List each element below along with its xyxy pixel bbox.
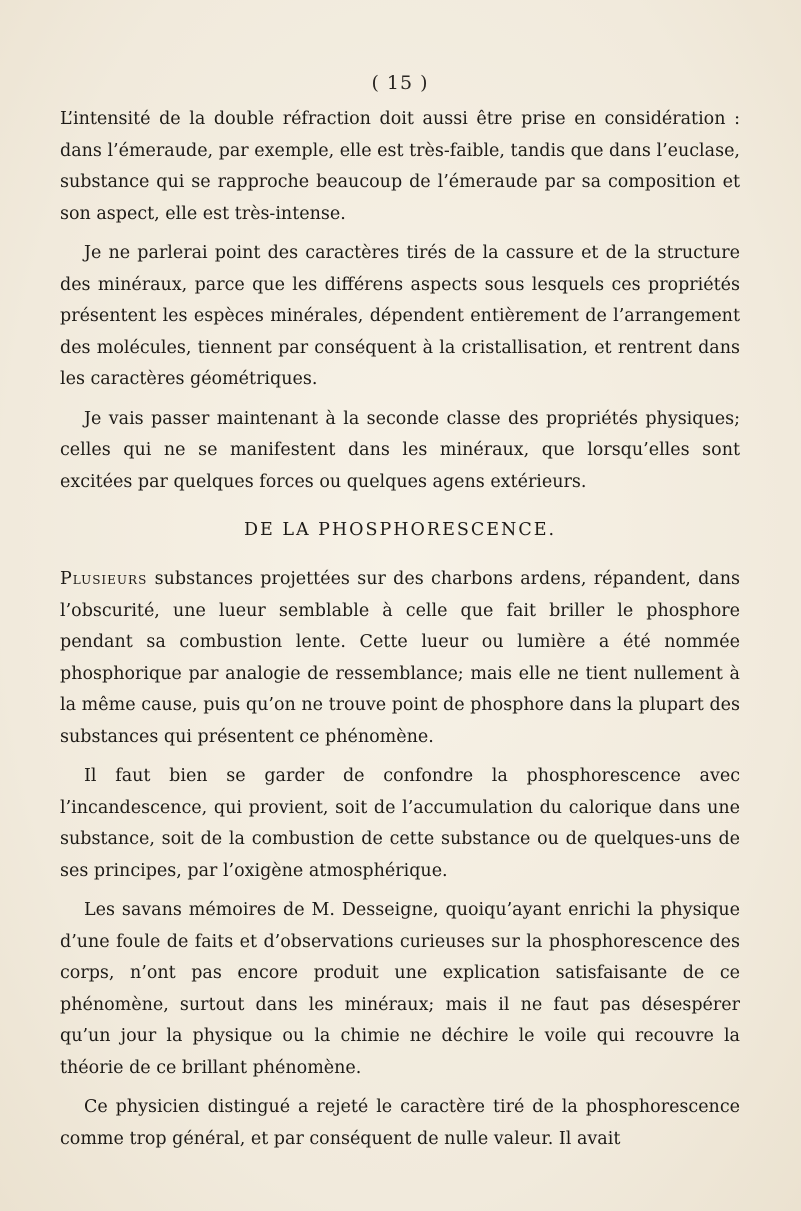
paragraph-double-refraction: L’intensité de la double réfraction doit aussi être prise en considération : dans l’émeraude, par exemple, elle est très-faible, tandis que dans l’euclase, substance qui se rapproche beaucoup de l’émeraude par sa composition et son aspect, elle est très-intense. (60, 109, 740, 224)
paragraph-incandescence: Il faut bien se garder de confondre la phosphorescence avec l’incandescence, qui provient, soit de l’accumulation du calorique dans une substance, soit de la combustion de cette substance ou de quelques-uns de ses principes, par l’oxigène atmosphérique. (60, 766, 740, 881)
paragraph-physical-properties: Je vais passer maintenant à la seconde classe des propriétés physiques; celles qui ne se manifestent dans les minéraux, que lorsqu’elles sont excitées par quelques forces ou quelques agens extérieurs. (60, 408, 740, 492)
paragraph-cassure-structure: Je ne parlerai point des caractères tirés de la cassure et de la structure des minéraux, parce que les différens aspects sous lesquels ces propriétés présentent les espèces minérales, dépendent entièrement de l’arrangement des molécules, tiennent par conséquent à la cristallisation, et rentrent dans les caractères géométriques. (60, 243, 740, 389)
paragraph-desseigne: Les savans mémoires de M. Desseigne, quoiqu’ayant enrichi la physique d’une foule de faits et d’observations curieuses sur la phosphorescence des corps, n’ont pas encore produit une explication satisfaisante de ce phénomène, surtout dans les minéraux; mais il ne faut pas désespérer qu’un jour la physique ou la chimie ne déchire le voile qui recouvre la théorie de ce brillant phénomène. (60, 900, 740, 1078)
section-heading: DE LA PHOSPHORESCENCE. (243, 520, 557, 540)
page-text (60, 72, 740, 1163)
paragraph-phosphorescence-intro (60, 564, 740, 753)
paragraph-physician: Ce physicien distingué a rejeté le caractère tiré de la phosphorescence comme trop général, et par conséquent de nulle valeur. Il avait (60, 1097, 740, 1149)
drop-word: Plusieurs (60, 569, 148, 589)
page-number: ( 15 ) (371, 72, 429, 94)
paragraph-phosphorescence-intro-text: substances projettées sur des charbons ardens, répandent, dans l’obscurité, une lueur semblable à celle que fait briller le phosphore pendant sa combustion lente. Cette lueur ou lumière a été nommée phosphorique par analogie de ressemblance; mais elle ne tient nullement à la même cause, puis qu’on ne trouve point de phosphore dans la plupart des substances qui présentent ce phénomène. (60, 569, 740, 747)
